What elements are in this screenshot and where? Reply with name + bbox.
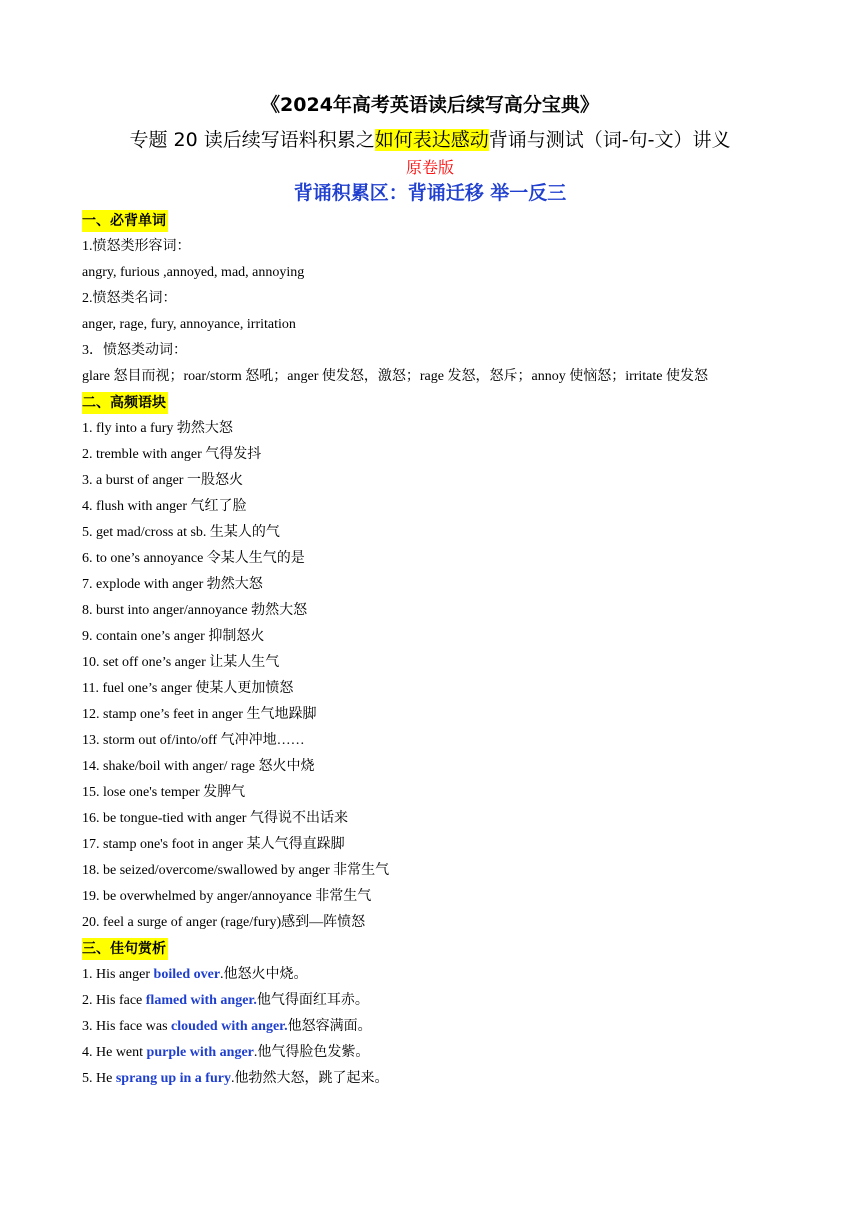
list-item: 18. be seized/overcome/swallowed by anger 非常生气 <box>82 863 390 878</box>
section-banner: 背诵积累区：背诵迁移 举一反三 <box>293 182 567 204</box>
list-item: 17. stamp one's foot in anger 某人气得直跺脚 <box>82 837 345 852</box>
section-2 <box>82 390 776 416</box>
sentence-item <box>82 1014 776 1040</box>
sentence-translation: 他气得面红耳赤。 <box>256 993 369 1008</box>
list-item: 9. contain one’s anger 抑制怒火 <box>82 629 265 644</box>
list-item: 12. stamp one’s feet in anger 生气地跺脚 <box>82 707 317 722</box>
list-item: 14. shake/boil with anger/ rage 怒火中烧 <box>82 759 315 774</box>
section-1 <box>82 208 776 234</box>
list-item: 16. be tongue-tied with anger 气得说不出话来 <box>82 811 348 826</box>
list-item: 4. flush with anger 气红了脸 <box>82 499 247 514</box>
chunk-list <box>82 416 776 936</box>
subtitle-highlight: 如何表达感动 <box>374 129 489 151</box>
subtitle-prefix: 专题 20 读后续写语料积累之 <box>129 129 375 151</box>
sentence-emphasis: purple with anger <box>146 1045 254 1060</box>
sentence-text: 2. His face <box>82 993 146 1008</box>
list-item: 3. a burst of anger 一股怒火 <box>82 473 243 488</box>
sentence-item <box>82 1040 776 1066</box>
verbs-paragraph: glare 怒目而视；roar/storm 怒吼；anger 使发怒，激怒；rage 发怒，怒斥；annoy 使恼怒；irritate 使发怒 <box>82 369 708 384</box>
list-item: angry, furious ,annoyed, mad, annoying <box>82 265 305 280</box>
list-item: 8. burst into anger/annoyance 勃然大怒 <box>82 603 308 618</box>
sentence-emphasis: clouded with anger. <box>171 1019 288 1034</box>
sentence-item <box>82 1066 776 1092</box>
edition-label: 原卷版 <box>405 158 454 177</box>
sentence-text: 5. He <box>82 1071 116 1086</box>
document-body <box>82 208 776 1092</box>
sentence-emphasis: flamed with anger. <box>145 993 257 1008</box>
list-item: 3．愤怒类动词： <box>82 343 187 358</box>
list-item: anger, rage, fury, annoyance, irritation <box>82 317 296 332</box>
sentence-text: 1. His anger <box>82 967 154 982</box>
list-item: 15. lose one's temper 发脾气 <box>82 785 246 800</box>
list-item: 13. storm out of/into/off 气冲冲地…… <box>82 733 305 748</box>
list-item: 1.愤怒类形容词： <box>82 239 191 254</box>
list-item: 11. fuel one’s anger 使某人更加愤怒 <box>82 681 294 696</box>
section-heading-words: 一、必背单词 <box>82 210 168 232</box>
list-item: 5. get mad/cross at sb. 生某人的气 <box>82 525 280 540</box>
sentence-item <box>82 962 776 988</box>
document-subtitle <box>0 126 860 154</box>
sentence-emphasis: boiled over <box>153 967 221 982</box>
sentence-translation: 他怒容满面。 <box>287 1019 372 1034</box>
list-item: 20. feel a surge of anger (rage/fury)感到—阵愤怒 <box>82 915 366 930</box>
sentence-translation: .他怒火中烧。 <box>220 967 308 982</box>
list-item: 1. fly into a fury 勃然大怒 <box>82 421 233 436</box>
sentence-item <box>82 988 776 1014</box>
list-item: 2. tremble with anger 气得发抖 <box>82 447 262 462</box>
list-item: 7. explode with anger 勃然大怒 <box>82 577 263 592</box>
list-item: 19. be overwhelmed by anger/annoyance 非常生气 <box>82 889 372 904</box>
list-item: 2.愤怒类名词： <box>82 291 177 306</box>
list-item: 10. set off one’s anger 让某人生气 <box>82 655 280 670</box>
section-3 <box>82 936 776 962</box>
section-heading-chunks: 二、高频语块 <box>82 392 168 414</box>
sentence-text: 4. He went <box>82 1045 147 1060</box>
sentence-text: 3. His face was <box>82 1019 172 1034</box>
section-heading-sentences: 三、佳句赏析 <box>82 938 168 960</box>
sentence-translation: .他气得脸色发紫。 <box>253 1045 370 1060</box>
list-item: 6. to one’s annoyance 令某人生气的是 <box>82 551 305 566</box>
document-title: 《2024年高考英语读后续写高分宝典》 <box>261 94 599 116</box>
sentence-emphasis: sprang up in a fury <box>115 1071 231 1086</box>
sentence-translation: .他勃然大怒，跳了起来。 <box>230 1071 389 1086</box>
subtitle-suffix: 背诵与测试（词-句-文）讲义 <box>488 129 731 151</box>
